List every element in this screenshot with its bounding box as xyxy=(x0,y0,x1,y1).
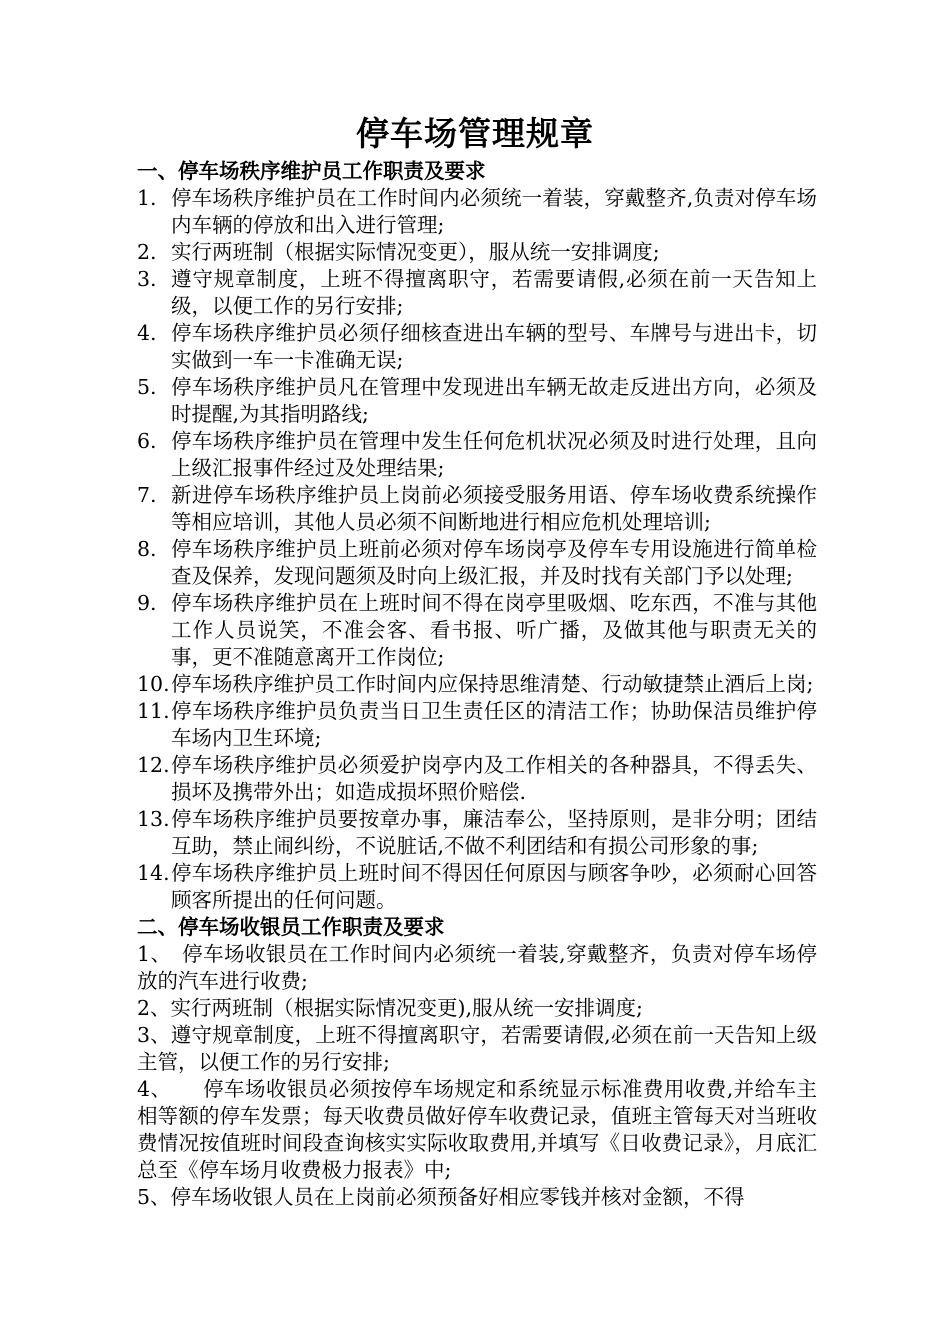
list-item-number: 9. xyxy=(137,591,157,615)
list-item xyxy=(137,482,817,536)
section-2-list xyxy=(137,941,817,1211)
section-heading-2: 二、停车场收银员工作职责及要求 xyxy=(137,915,445,939)
list-item-number: 13. xyxy=(137,807,170,831)
paragraph-item: 5、停车场收银人员在上岗前必须预备好相应零钱并核对金额，不得 xyxy=(137,1185,745,1209)
list-item xyxy=(137,428,817,482)
list-item-text: 新进停车场秩序维护员上岗前必须接受服务用语、停车场收费系统操作等相应培训，其他人员必须不间断地进行相应危机处理培训; xyxy=(171,483,817,534)
list-item-number: 6. xyxy=(137,429,157,453)
list-item-text: 停车场秩序维护员在上班时间不得在岗亭里吸烟、吃东西，不准与其他工作人员说笑，不准会客、看书报、听广播，及做其他与职责无关的事，更不准随意离开工作岗位; xyxy=(171,591,817,669)
list-item-text: 停车场秩序维护员凡在管理中发现进出车辆无故走反进出方向，必须及时提醒,为其指明路线; xyxy=(171,375,817,426)
list-item xyxy=(137,752,817,806)
paragraph-item: 1、 停车场收银员在工作时间内必须统一着装,穿戴整齐，负责对停车场停放的汽车进行收费; xyxy=(137,942,817,993)
paragraph-item: 3、遵守规章制度，上班不得擅离职守，若需要请假,必须在前一天告知上级主管，以便工作的另行安排; xyxy=(137,1023,817,1074)
list-item-number: 5. xyxy=(137,375,157,399)
list-item-number: 8. xyxy=(137,537,157,561)
paragraph-item: 2、实行两班制（根据实际情况变更),服从统一安排调度; xyxy=(137,996,643,1020)
list-item xyxy=(137,374,817,428)
list-item-number: 4. xyxy=(137,321,157,345)
list-item-text: 停车场秩序维护员上班时间不得因任何原因与顾客争吵，必须耐心回答顾客所提出的任何问题。 xyxy=(171,861,817,912)
list-item xyxy=(137,185,817,239)
section-1-list xyxy=(137,185,817,914)
list-item-number: 11. xyxy=(137,699,170,723)
list-item xyxy=(137,239,817,266)
list-item-text: 停车场秩序维护员要按章办事，廉洁奉公，坚持原则，是非分明；团结互助，禁止闹纠纷，不说脏话,不做不利团结和有损公司形象的事; xyxy=(171,807,817,858)
list-item-text: 停车场秩序维护员工作时间内应保持思维清楚、行动敏捷禁止酒后上岗; xyxy=(171,672,814,696)
list-item-text: 停车场秩序维护员在管理中发生任何危机状况必须及时进行处理，且向上级汇报事件经过及处理结果; xyxy=(171,429,817,480)
list-item-text: 停车场秩序维护员必须仔细核查进出车辆的型号、车牌号与进出卡，切实做到一车一卡准确无误; xyxy=(171,321,817,372)
document-title: 停车场管理规章 xyxy=(356,114,594,153)
list-item-number: 7. xyxy=(137,483,157,507)
section-heading-1: 一、停车场秩序维护员工作职责及要求 xyxy=(137,159,486,183)
list-item xyxy=(137,671,817,698)
list-item xyxy=(137,266,817,320)
list-item xyxy=(137,806,817,860)
list-item-text: 停车场秩序维护员在工作时间内必须统一着装，穿戴整齐,负责对停车场内车辆的停放和出入进行管理; xyxy=(171,186,817,237)
list-item-text: 遵守规章制度，上班不得擅离职守，若需要请假,必须在前一天告知上级，以便工作的另行安排; xyxy=(171,267,817,318)
list-item-number: 3. xyxy=(137,267,157,291)
list-item-number: 12. xyxy=(137,753,170,777)
list-item-text: 停车场秩序维护员上班前必须对停车场岗亭及停车专用设施进行简单检查及保养，发现问题须及时向上级汇报，并及时找有关部门予以处理; xyxy=(171,537,817,588)
list-item-text: 停车场秩序维护员必须爱护岗亭内及工作相关的各种器具，不得丢失、损坏及携带外出；如造成损坏照价赔偿. xyxy=(171,753,817,804)
list-item-number: 10. xyxy=(137,672,170,696)
list-item xyxy=(137,590,817,671)
document-body xyxy=(137,158,817,1211)
list-item-text: 停车场秩序维护员负责当日卫生责任区的清洁工作；协助保洁员维护停车场内卫生环境; xyxy=(171,699,817,750)
list-item-text: 实行两班制（根据实际情况变更），服从统一安排调度; xyxy=(171,240,660,264)
list-item-number: 1. xyxy=(137,186,157,210)
list-item xyxy=(137,320,817,374)
list-item xyxy=(137,698,817,752)
paragraph-item: 4、 停车场收银员必须按停车场规定和系统显示标准费用收费,并给车主相等额的停车发票；每天收费员做好停车收费记录，值班主管每天对当班收费情况按值班时间段查询核实实际收取费用,并填写《日收费记录》，月底汇总至《停车场月收费极力报表》中; xyxy=(137,1077,817,1182)
list-item xyxy=(137,536,817,590)
list-item-number: 14. xyxy=(137,861,170,885)
list-item xyxy=(137,860,817,914)
list-item-number: 2. xyxy=(137,240,157,264)
